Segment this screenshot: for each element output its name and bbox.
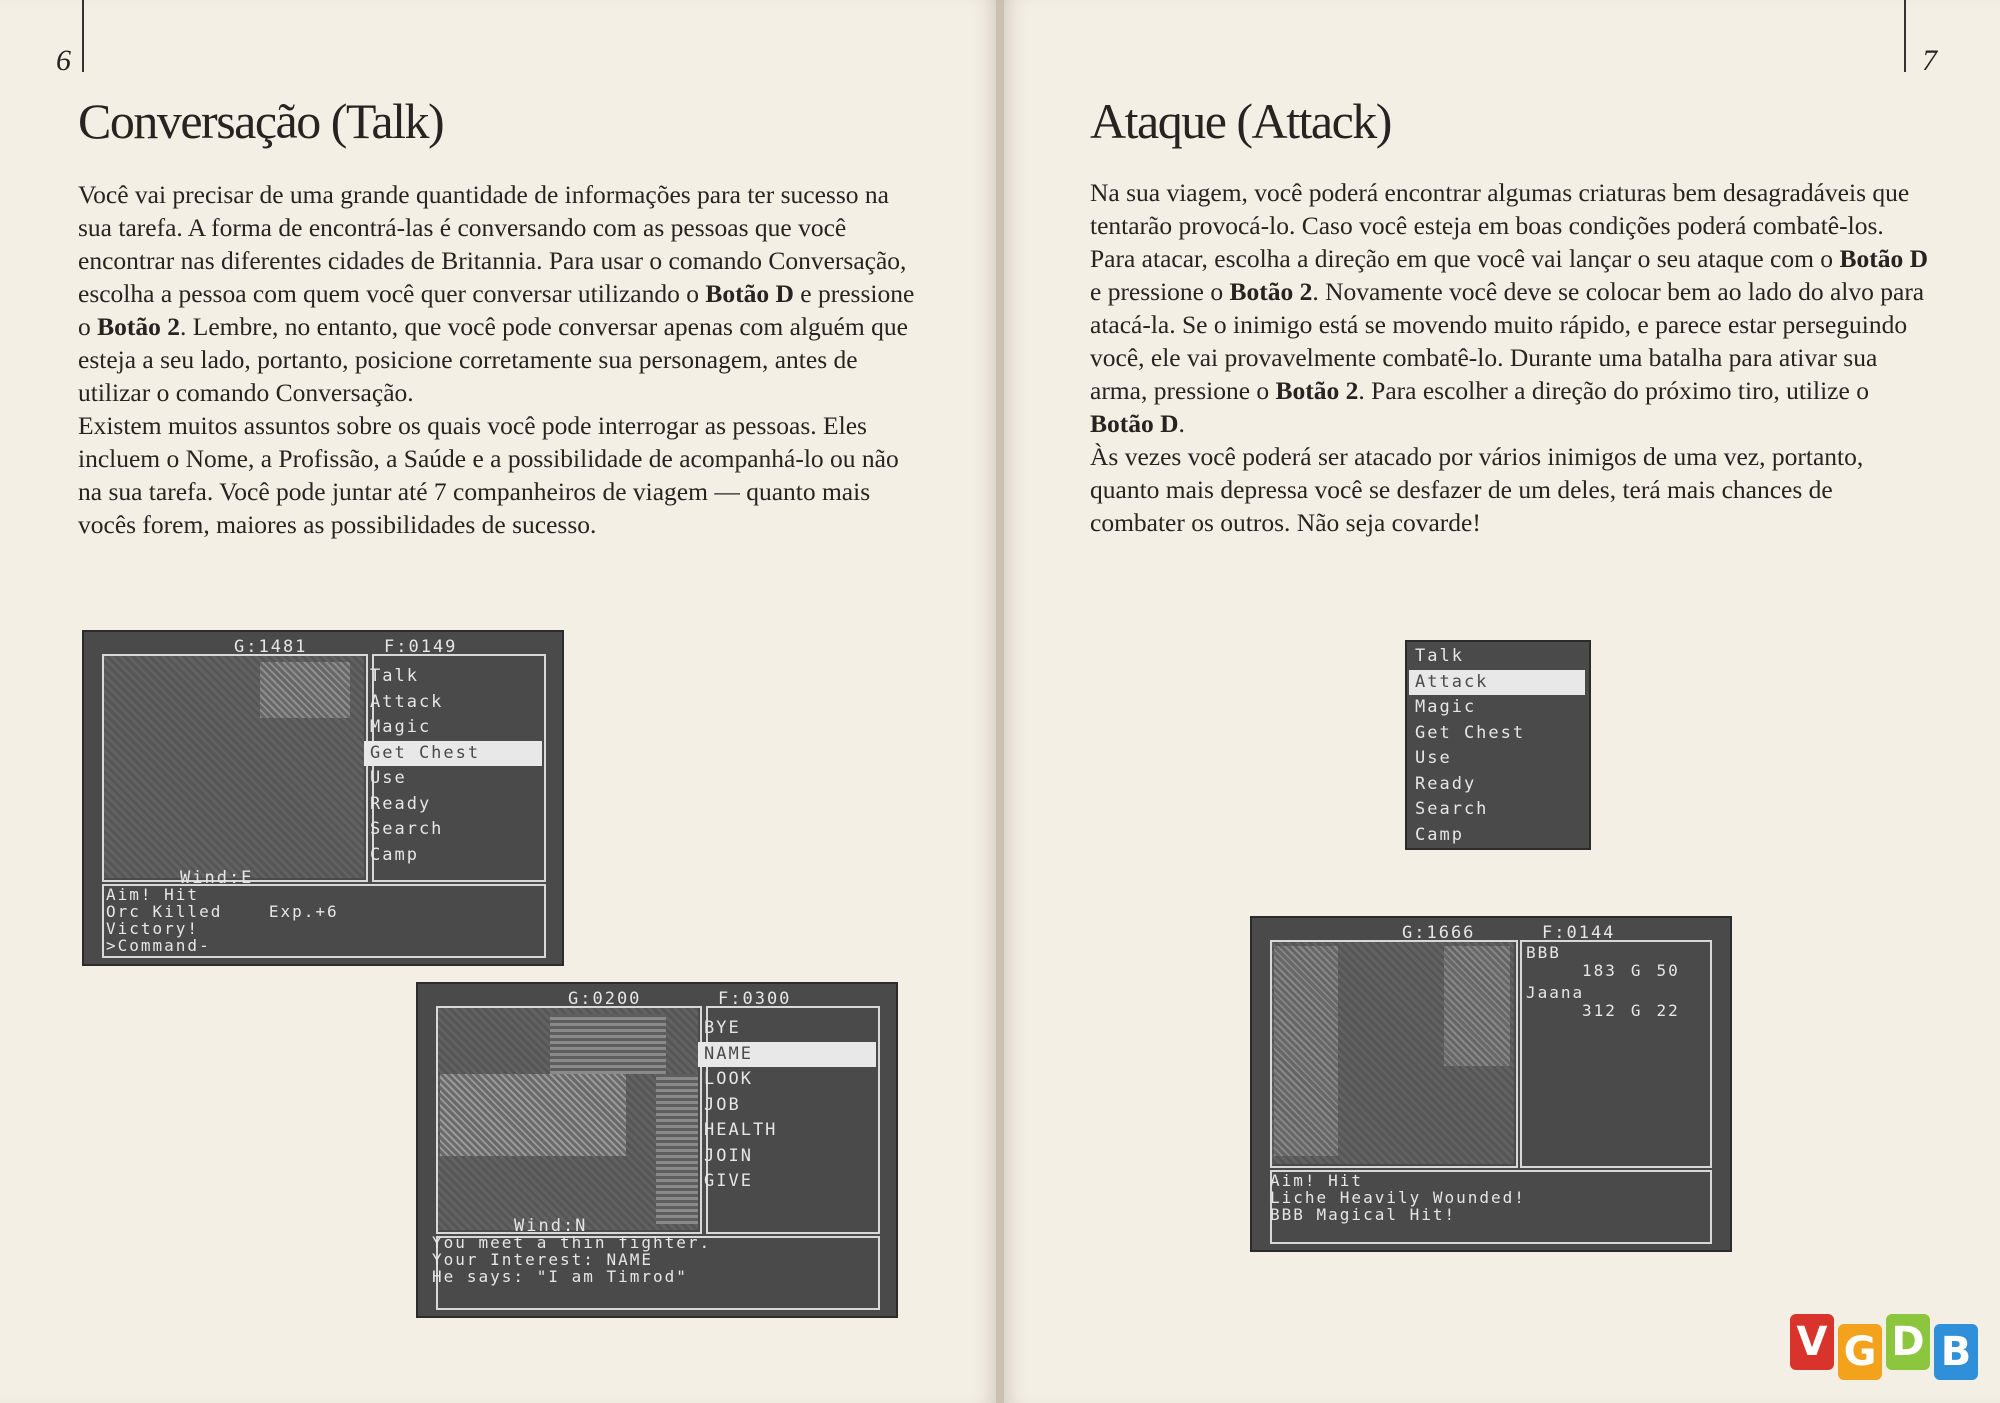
button-name-bold: Botão D xyxy=(1839,244,1928,273)
menu-item: Use xyxy=(1415,748,1452,768)
menu-item: Camp xyxy=(1415,824,1464,845)
screenshot-battle xyxy=(1250,916,1732,1252)
menu-item: BYE xyxy=(704,1018,741,1038)
party-member-name: Jaana xyxy=(1526,983,1585,1002)
book-gutter xyxy=(996,0,1004,1403)
logo-letter-tile: G xyxy=(1838,1324,1882,1380)
menu-item: Ready xyxy=(1415,773,1477,794)
menu-item: Search xyxy=(370,819,444,839)
menu-item: Get Chest xyxy=(364,741,542,767)
text-run: . xyxy=(1178,409,1185,438)
menu-item: Get Chest xyxy=(1415,722,1526,743)
right-page-title: Ataque (Attack) xyxy=(1090,93,1391,149)
message-log xyxy=(106,886,339,954)
paragraph xyxy=(78,178,928,409)
screenshot-conversation xyxy=(416,982,898,1318)
party-status xyxy=(1526,944,1694,1024)
right-page-number: 7 xyxy=(1922,44,1937,77)
wind-indicator: Wind:E xyxy=(180,868,254,888)
text-run: Você vai precisar de uma grande quantidade de informações para ter sucesso na sua tarefa. A forma de encontrá-las é conversando com as pessoas que você encontrar nas diferentes cidades de Britannia. Para usar o comando Conversação, escolha a pessoa com quem você quer conversar utilizando o xyxy=(78,180,907,308)
menu-item: GIVE xyxy=(704,1171,753,1191)
command-menu xyxy=(364,664,542,868)
message-log xyxy=(432,1234,711,1285)
message-line: Victory! xyxy=(106,919,200,938)
message-line: Aim! Hit xyxy=(106,885,200,904)
menu-item: Magic xyxy=(1415,697,1477,717)
text-run: . Novamente você deve se colocar bem ao lado do alvo para atacá-la. Se o inimigo está se movendo muito rápido, e parece estar perseguindo você, ele vai provavelmente combatê-lo. Durante uma batalha para ativar sua arma, pressione o xyxy=(1090,277,1925,405)
button-name-bold: Botão 2 xyxy=(97,312,180,341)
command-menu xyxy=(1409,644,1585,848)
logo-letter-tile: D xyxy=(1886,1314,1930,1370)
message-line: Your Interest: NAME xyxy=(432,1250,654,1269)
party-member-stats xyxy=(1526,1002,1694,1020)
menu-item: Ready xyxy=(370,793,432,814)
right-page-rule xyxy=(1904,0,1906,72)
menu-item: Camp xyxy=(370,844,419,865)
message-line: Liche Heavily Wounded! xyxy=(1270,1188,1526,1207)
menu-item: Search xyxy=(1415,799,1489,819)
button-name-bold: Botão D xyxy=(705,279,794,308)
text-run: Existem muitos assuntos sobre os quais você pode interrogar as pessoas. Eles incluem o Nome, a Profissão, a Saúde e a possibilidade de acompanhá-lo ou não na sua tarefa. Você pode juntar até 7 companheiros de viagem — quanto mais vocês forem, maiores as possibilidades de sucesso. xyxy=(78,411,899,539)
party-stat-status: G xyxy=(1630,1001,1643,1020)
screenshot-command-menu xyxy=(1405,640,1591,850)
food-counter: F:0300 xyxy=(718,989,792,1009)
text-run: e pressione o xyxy=(78,279,915,341)
gold-counter: G:1666 xyxy=(1402,923,1476,943)
party-stat-status: G xyxy=(1630,961,1643,980)
message-line: BBB Magical Hit! xyxy=(1270,1205,1457,1224)
food-counter: F:0144 xyxy=(1542,923,1616,943)
text-run: Às vezes você poderá ser atacado por vários inimigos de uma vez, portanto, quanto mais depressa você se desfazer de um deles, terá mais chances de combater os outros. Não seja covarde! xyxy=(1090,442,1864,537)
gold-counter: G:0200 xyxy=(568,989,642,1009)
map-frame xyxy=(102,654,368,882)
left-body-text xyxy=(78,178,928,541)
text-run: e pressione o xyxy=(1090,277,1230,306)
message-line: >Command- xyxy=(106,936,211,955)
party-member-row xyxy=(1526,944,1694,980)
menu-item: HEALTH xyxy=(704,1120,778,1140)
map-frame xyxy=(436,1006,702,1234)
menu-item: NAME xyxy=(698,1042,876,1068)
wind-indicator: Wind:N xyxy=(514,1216,588,1236)
text-run: Na sua viagem, você poderá encontrar algumas criaturas bem desagradáveis que tentarão provocá-lo. Caso você esteja em boas condições poderá combatê-los. Para atacar, escolha a direção em que você vai lançar o seu ataque com o xyxy=(1090,178,1910,273)
paragraph xyxy=(1090,176,1930,440)
party-stat-mp: 50 xyxy=(1656,961,1680,980)
message-line: Orc Killed Exp.+6 xyxy=(106,902,339,921)
message-line: He says: "I am Timrod" xyxy=(432,1267,688,1286)
text-run: . Lembre, no entanto, que você pode conversar apenas com alguém que esteja a seu lado, portanto, posicione corretamente sua personagem, antes de utilizar o comando Conversação. xyxy=(78,312,908,407)
party-stat-hp: 312 xyxy=(1582,1001,1617,1020)
battle-map-frame xyxy=(1270,940,1518,1168)
menu-item: LOOK xyxy=(704,1069,753,1089)
menu-item: Attack xyxy=(1409,670,1585,696)
message-line: You meet a thin fighter. xyxy=(432,1233,712,1252)
paragraph xyxy=(1090,440,1930,539)
button-name-bold: Botão D xyxy=(1090,409,1179,438)
vgdb-logo xyxy=(1790,1314,1982,1380)
button-name-bold: Botão 2 xyxy=(1229,277,1313,306)
party-member-row xyxy=(1526,984,1694,1020)
menu-item: Talk xyxy=(1415,646,1464,666)
right-body-text xyxy=(1090,176,1930,539)
text-run: . Para escolher a direção do próximo tiro, utilize o xyxy=(1358,376,1869,405)
party-member-name: BBB xyxy=(1526,943,1561,962)
food-counter: F:0149 xyxy=(384,637,458,657)
left-page-number: 6 xyxy=(56,44,71,77)
message-log xyxy=(1270,1172,1526,1223)
button-name-bold: Botão 2 xyxy=(1275,376,1359,405)
party-stat-mp: 22 xyxy=(1656,1001,1680,1020)
left-page-rule xyxy=(82,0,84,72)
gold-counter: G:1481 xyxy=(234,637,308,657)
conversation-menu xyxy=(698,1016,876,1195)
menu-item: Talk xyxy=(370,666,419,686)
logo-letter-tile: V xyxy=(1790,1314,1834,1370)
party-member-stats xyxy=(1526,962,1694,980)
logo-letter-tile: B xyxy=(1934,1324,1978,1380)
menu-item: Attack xyxy=(370,691,444,712)
menu-item: JOB xyxy=(704,1094,741,1115)
menu-item: JOIN xyxy=(704,1145,753,1166)
paragraph xyxy=(78,409,928,541)
left-page-title: Conversação (Talk) xyxy=(78,93,444,149)
screenshot-overworld-menu xyxy=(82,630,564,966)
menu-item: Magic xyxy=(370,717,432,737)
party-stat-hp: 183 xyxy=(1582,961,1617,980)
message-line: Aim! Hit xyxy=(1270,1171,1364,1190)
menu-item: Use xyxy=(370,768,407,788)
